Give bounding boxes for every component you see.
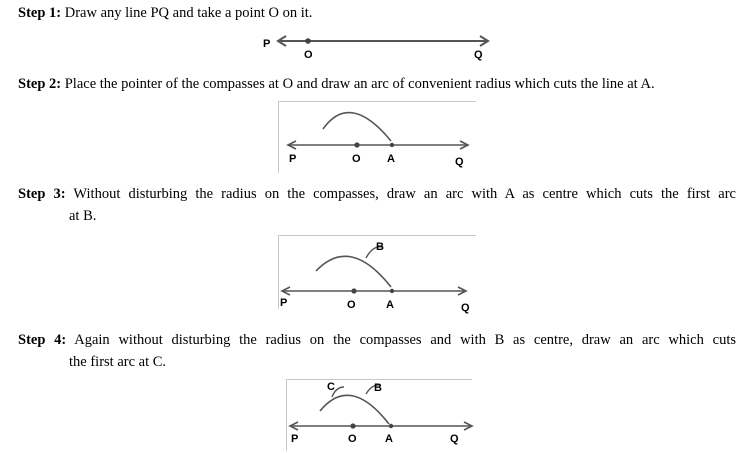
- label-a: A: [385, 433, 393, 445]
- step-4-text: Again without disturbing the radius on the compasses and with B as centre, draw an arc which cuts: [74, 332, 736, 348]
- label-q: Q: [450, 433, 459, 445]
- label-p: P: [263, 38, 271, 50]
- arc-centre-o: [316, 256, 391, 287]
- label-c: C: [327, 381, 335, 393]
- step-4-line-1: [18, 329, 736, 351]
- figure-3-arc-at-b: [278, 235, 488, 315]
- label-o: O: [348, 433, 357, 445]
- point-o: [351, 288, 356, 293]
- step-4-text-cont: the first arc at C.: [69, 354, 167, 370]
- figure-4-arc-at-c: [286, 379, 486, 454]
- step-1: [18, 2, 736, 24]
- step-2-text: Place the pointer of the compasses at O and draw an arc of convenient radius which cuts the line at A.: [64, 76, 655, 92]
- step-2: [18, 73, 736, 95]
- figure-2-arc-at-a: [278, 101, 488, 176]
- label-q: Q: [474, 49, 483, 61]
- label-a: A: [386, 299, 394, 311]
- label-q: Q: [455, 156, 464, 168]
- label-o: O: [304, 49, 313, 61]
- arc-centre-o: [323, 113, 391, 141]
- step-1-text: Draw any line PQ and take a point O on it.: [64, 5, 313, 21]
- label-p: P: [291, 433, 299, 445]
- point-a: [390, 289, 394, 293]
- arc-centre-o: [320, 395, 389, 424]
- step-2-label: Step 2:: [18, 76, 62, 92]
- label-q: Q: [461, 302, 470, 314]
- step-3-text-cont: at B.: [69, 208, 97, 224]
- point-a: [389, 424, 393, 428]
- step-3: [18, 183, 736, 227]
- step-4: [18, 329, 736, 373]
- figure-1-line-pq: [258, 30, 498, 60]
- step-1-label: Step 1:: [18, 5, 62, 21]
- label-b: B: [374, 382, 382, 394]
- step-4-label: Step 4:: [18, 332, 67, 348]
- step-3-text: Without disturbing the radius on the compasses, draw an arc with A as centre which cuts the first arc: [73, 186, 736, 202]
- label-p: P: [280, 297, 288, 309]
- step-3-line-1: [18, 183, 736, 205]
- label-a: A: [387, 153, 395, 165]
- label-p: P: [289, 153, 297, 165]
- point-a: [390, 143, 394, 147]
- point-o: [354, 142, 359, 147]
- label-o: O: [347, 299, 356, 311]
- label-b: B: [376, 241, 384, 253]
- label-o: O: [352, 153, 361, 165]
- step-3-label: Step 3:: [18, 186, 66, 202]
- point-o: [350, 423, 355, 428]
- point-o: [305, 38, 311, 44]
